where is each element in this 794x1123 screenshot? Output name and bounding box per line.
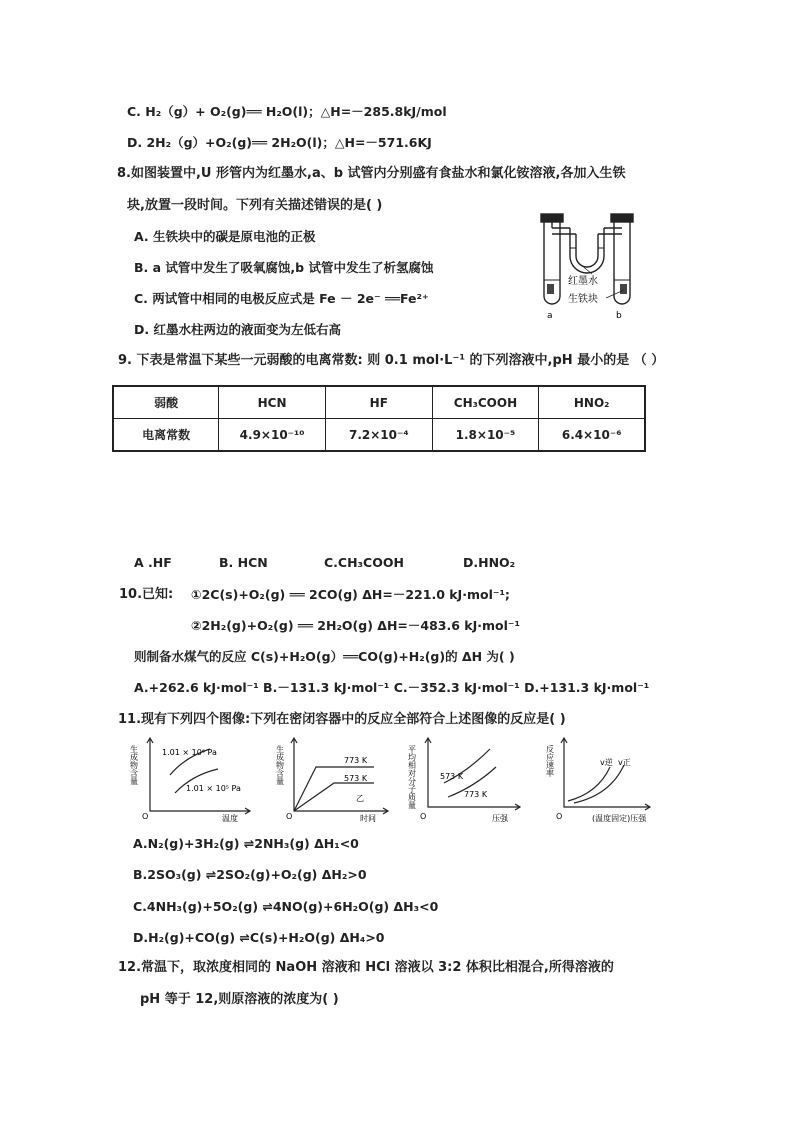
q11-option-d: D.H₂(g)+CO(g) ⇌C(s)+H₂O(g) ΔH₄>0: [133, 930, 385, 945]
graph-3-molar-mass-pressure: [408, 735, 526, 823]
graph-4-rate-pressure: [546, 735, 654, 823]
table-row: [113, 419, 645, 452]
q9-option-c: C.CH₃COOH: [324, 555, 404, 570]
graph-1-ylabel: 生成物含量: [130, 745, 139, 785]
iron-block-left: [547, 284, 554, 294]
graph-3-origin: O: [420, 812, 427, 821]
graph-3-xlabel: 压强: [492, 814, 508, 823]
graph-4-curve-reverse: v逆: [600, 758, 613, 767]
graph-1-curve-high: 1.01 × 10⁶ Pa: [162, 748, 217, 757]
q8-option-a: A. 生铁块中的碳是原电池的正极: [134, 229, 316, 244]
graph-2-xlabel: 时间: [360, 814, 376, 823]
q10-question: 则制备水煤气的反应 C(s)+H₂O(g）══CO(g)+H₂(g)的 ΔH 为( ): [134, 649, 515, 664]
q10-options: A.+262.6 kJ·mol⁻¹ B.－131.3 kJ·mol⁻¹ C.－352.3 kJ·mol⁻¹ D.+131.3 kJ·mol⁻¹: [134, 680, 650, 695]
table-cell: 4.9×10⁻¹⁰: [219, 419, 326, 452]
graph-1-xlabel: 温度: [222, 814, 238, 823]
graph-2-temperature-time: [276, 735, 394, 823]
table-header-cell: HNO₂: [539, 386, 645, 419]
q9-option-d: D.HNO₂: [463, 555, 516, 570]
graph-3-curve-low: 773 K: [464, 790, 488, 799]
graph-2-curve-low: 573 K: [344, 774, 368, 783]
table-row-label: 电离常数: [113, 419, 219, 452]
q9-option-b: B. HCN: [219, 555, 268, 570]
table-header-cell: 弱酸: [113, 386, 219, 419]
table-row: [113, 386, 645, 419]
q10-equation-2: ②2H₂(g)+O₂(g) ══ 2H₂O(g) ΔH=－483.6 kJ·mol⁻¹: [191, 618, 520, 633]
graph-4-ylabel: 反应速率: [546, 745, 555, 777]
q8-option-b: B. a 试管中发生了吸氧腐蚀,b 试管中发生了析氢腐蚀: [134, 260, 434, 275]
q11-option-c: C.4NH₃(g)+5O₂(g) ⇌4NO(g)+6H₂O(g) ΔH₃<0: [133, 899, 439, 914]
graph-1-curve-low: 1.01 × 10⁵ Pa: [186, 784, 241, 793]
apparatus-iron-label: 生铁块: [568, 294, 598, 305]
q11-option-a: A.N₂(g)+3H₂(g) ⇌2NH₃(g) ΔH₁<0: [133, 836, 359, 851]
graph-2-curve-high: 773 K: [344, 756, 368, 765]
table-header-cell: HCN: [219, 386, 326, 419]
graph-4-xlabel: (温度固定)压强: [592, 814, 647, 823]
u-tube-apparatus-figure: [532, 208, 642, 324]
q10-label: 10.已知:: [119, 587, 174, 602]
tube-a-label: a: [547, 311, 553, 321]
q8-option-d: D. 红墨水柱两边的液面变为左低右高: [134, 322, 341, 337]
graph-3-ylabel: 平均相对分子质量: [408, 745, 417, 809]
apparatus-ink-label: 红墨水: [568, 276, 598, 287]
table-cell: 7.2×10⁻⁴: [325, 419, 432, 452]
table-cell: 1.8×10⁻⁵: [432, 419, 539, 452]
graph-3-curve-high: 573 K: [440, 772, 464, 781]
q10-equation-1: ①2C(s)+O₂(g) ══ 2CO(g) ΔH=－221.0 kJ·mol⁻¹;: [191, 587, 510, 602]
q9-stem: 9. 下表是常温下某些一元弱酸的电离常数: 则 0.1 mol·L⁻¹ 的下列溶液中,pH 最小的是 （ ）: [118, 353, 665, 368]
table-header-cell: CH₃COOH: [432, 386, 539, 419]
graph-1-pressure-temperature: [130, 735, 260, 823]
q12-stem-2: pH 等于 12,则原溶液的浓度为( ): [140, 992, 339, 1007]
q8-option-c: C. 两试管中相同的电极反应式是 Fe － 2e⁻ ══Fe²⁺: [134, 291, 429, 306]
q11-option-b: B.2SO₃(g) ⇌2SO₂(g)+O₂(g) ΔH₂>0: [133, 867, 367, 882]
q11-stem: 11.现有下列四个图像:下列在密闭容器中的反应全部符合上述图像的反应是( ): [118, 712, 566, 727]
q9-option-a: A .HF: [134, 555, 172, 570]
iron-block-right: [620, 284, 627, 294]
option-c-line: C. H₂（g）+ O₂(g)══ H₂O(l)；△H=－285.8kJ/mol: [127, 104, 447, 119]
graph-2-tag: 乙: [356, 794, 364, 803]
table-header-cell: HF: [325, 386, 432, 419]
graph-2-origin: O: [286, 812, 293, 821]
ionization-constant-table: [112, 385, 646, 452]
q8-stem-1: 8.如图装置中,U 形管内为红墨水,a、b 试管内分别盛有食盐水和氯化铵溶液,各加入生铁: [117, 166, 626, 181]
table-cell: 6.4×10⁻⁶: [539, 419, 645, 452]
graph-4-origin: O: [556, 812, 563, 821]
graph-2-ylabel: 生成物含量: [276, 745, 285, 785]
q8-stem-2: 块,放置一段时间。下列有关描述错误的是( ): [127, 198, 383, 213]
graph-4-curve-forward: v正: [618, 758, 631, 767]
tube-b-label: b: [616, 311, 622, 321]
q12-stem-1: 12.常温下，取浓度相同的 NaOH 溶液和 HCl 溶液以 3:2 体积比相混合,所得溶液的: [118, 960, 614, 975]
graph-1-origin: O: [142, 812, 149, 821]
option-d-line: D. 2H₂（g）+O₂(g)══ 2H₂O(l)；△H=－571.6KJ: [127, 135, 432, 150]
